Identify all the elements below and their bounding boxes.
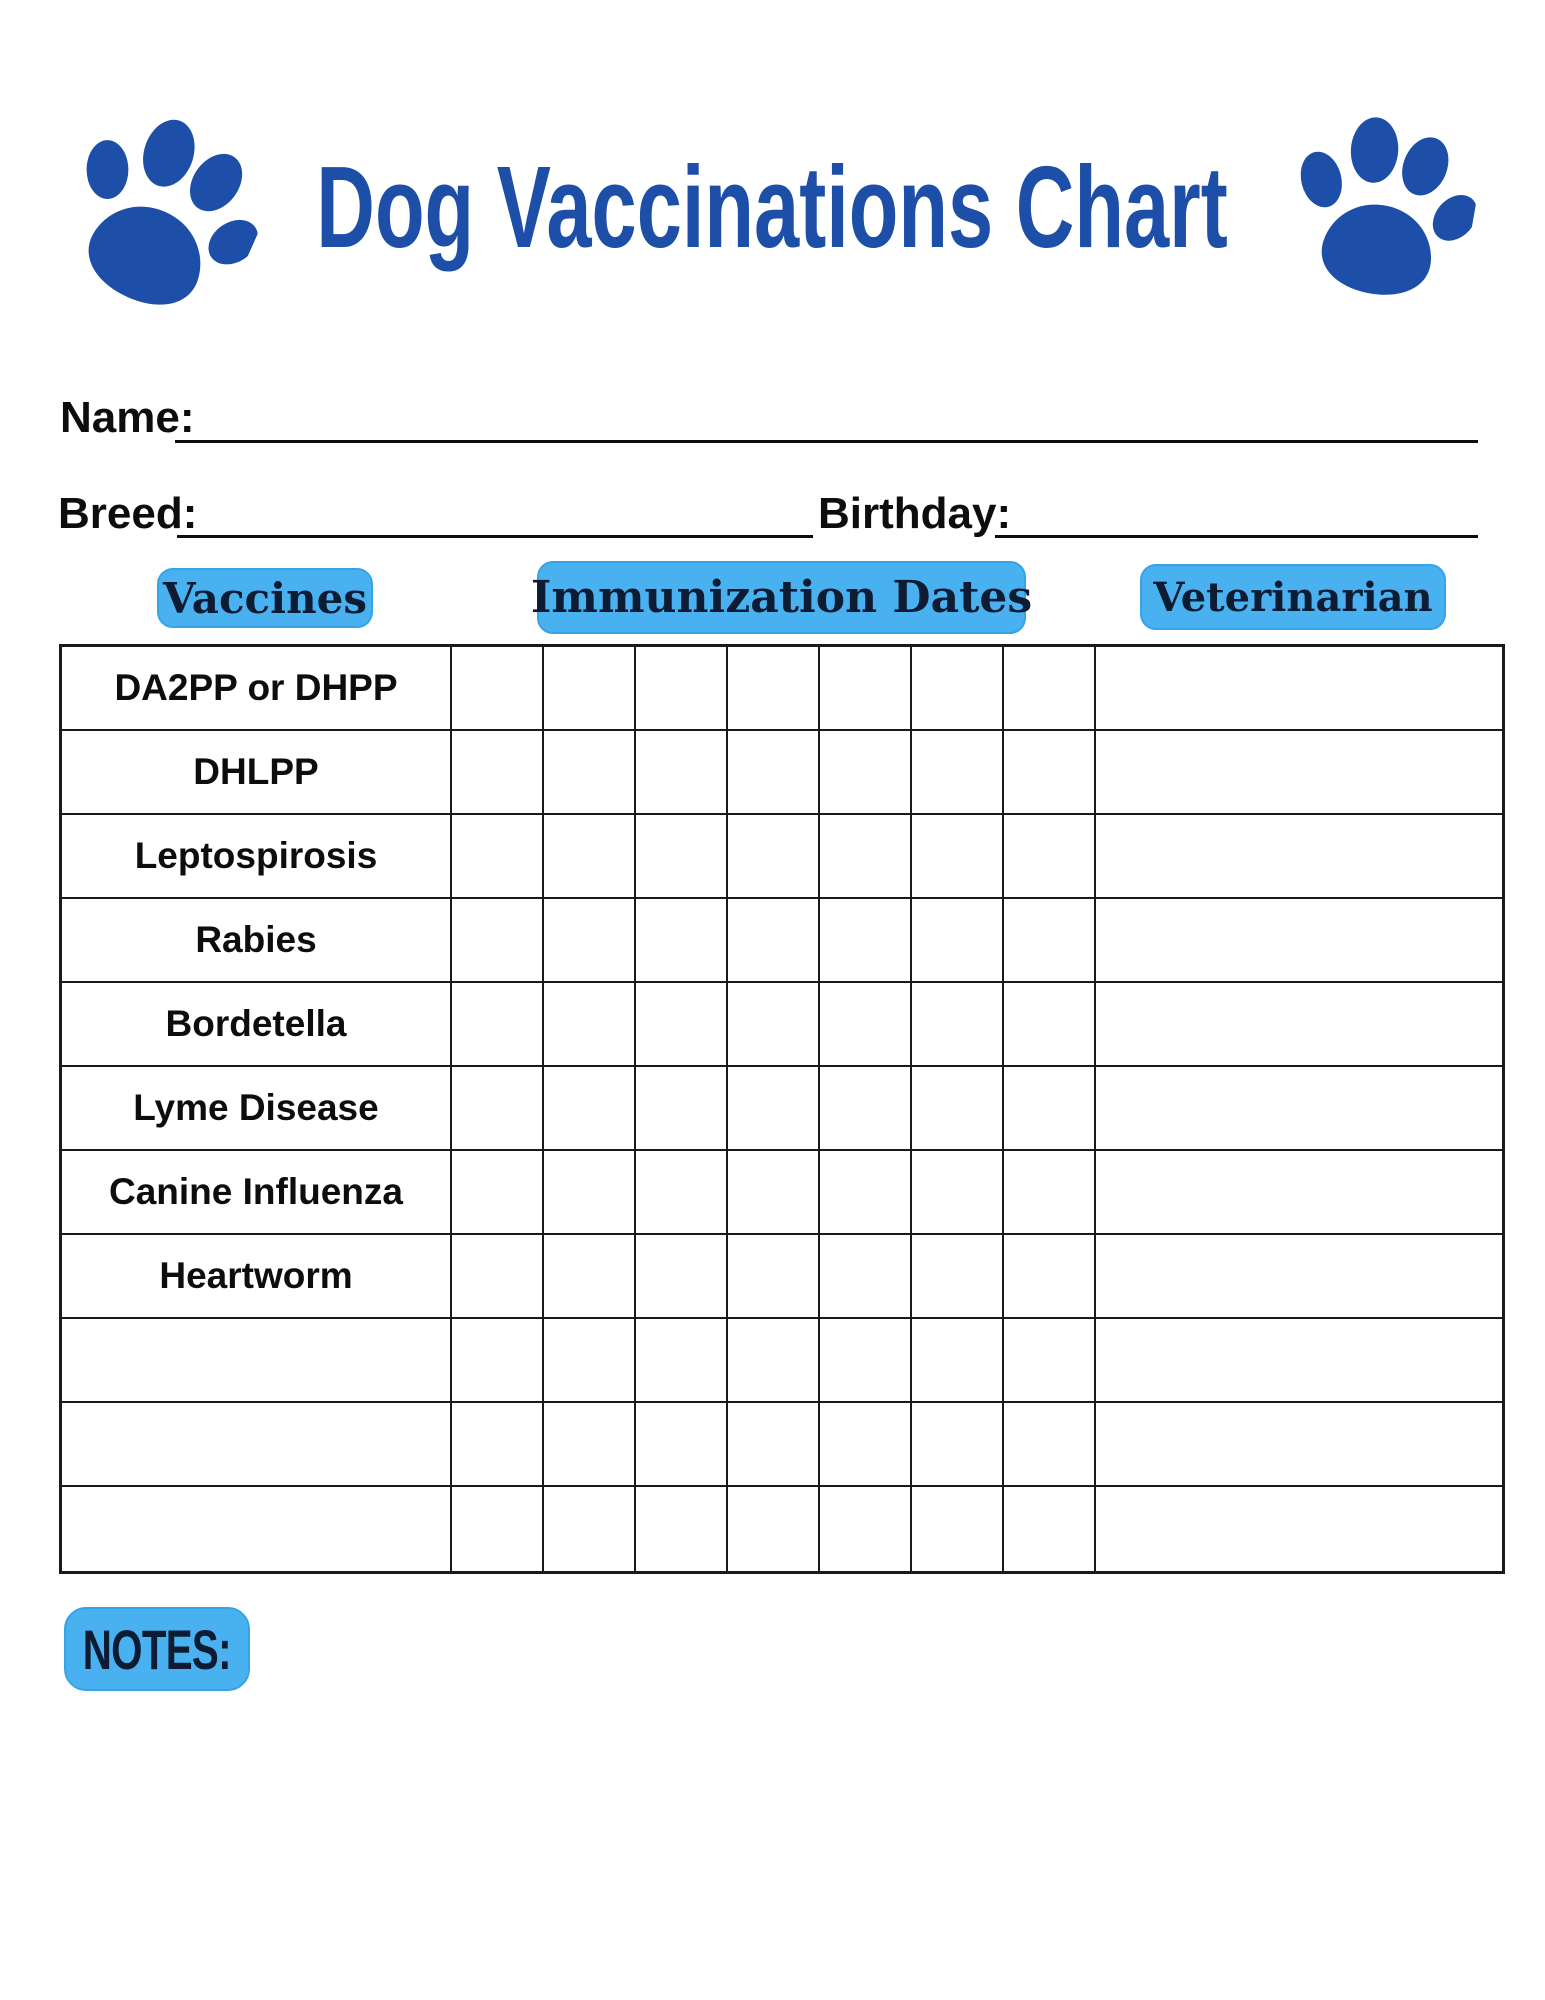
date-cell[interactable] (1004, 899, 1096, 983)
date-cell[interactable] (544, 1319, 636, 1403)
date-cell[interactable] (452, 983, 544, 1067)
date-cell[interactable] (636, 1403, 728, 1487)
vaccine-name-cell[interactable] (62, 1319, 452, 1403)
date-cell[interactable] (452, 815, 544, 899)
date-cell[interactable] (820, 1067, 912, 1151)
breed-field-label: Breed: (58, 489, 198, 538)
date-cell[interactable] (912, 731, 1004, 815)
date-cell[interactable] (636, 1319, 728, 1403)
date-cell[interactable] (544, 1403, 636, 1487)
date-cell[interactable] (912, 899, 1004, 983)
vaccine-name-cell[interactable] (62, 1487, 452, 1571)
date-cell[interactable] (912, 1487, 1004, 1571)
paw-print-icon (1277, 96, 1490, 319)
date-cell[interactable] (728, 1319, 820, 1403)
vaccine-name-cell[interactable] (62, 1403, 452, 1487)
date-cell[interactable] (636, 1151, 728, 1235)
birthday-field-label: Birthday: (818, 489, 1012, 538)
date-cell[interactable] (452, 1487, 544, 1571)
date-cell[interactable] (636, 647, 728, 731)
veterinarian-cell[interactable] (1096, 731, 1502, 815)
vaccine-name-cell: Leptospirosis (62, 815, 452, 899)
date-cell[interactable] (544, 1151, 636, 1235)
date-cell[interactable] (912, 1235, 1004, 1319)
date-cell[interactable] (820, 731, 912, 815)
notes-label: NOTES: (82, 1617, 232, 1681)
vaccine-name-cell: Canine Influenza (62, 1151, 452, 1235)
date-cell[interactable] (1004, 1487, 1096, 1571)
veterinarian-cell[interactable] (1096, 815, 1502, 899)
date-cell[interactable] (1004, 1235, 1096, 1319)
date-cell[interactable] (452, 731, 544, 815)
date-cell[interactable] (636, 1235, 728, 1319)
date-cell[interactable] (912, 1151, 1004, 1235)
date-cell[interactable] (912, 983, 1004, 1067)
vaccine-name-cell: DHLPP (62, 731, 452, 815)
date-cell[interactable] (452, 899, 544, 983)
page-title: Dog Vaccinations Chart (316, 142, 1229, 272)
date-cell[interactable] (544, 731, 636, 815)
date-cell[interactable] (820, 647, 912, 731)
date-cell[interactable] (820, 815, 912, 899)
date-cell[interactable] (544, 1235, 636, 1319)
vaccine-name-cell: DA2PP or DHPP (62, 647, 452, 731)
date-cell[interactable] (1004, 1403, 1096, 1487)
veterinarian-cell[interactable] (1096, 1235, 1502, 1319)
date-cell[interactable] (544, 815, 636, 899)
date-cell[interactable] (1004, 983, 1096, 1067)
date-cell[interactable] (912, 1403, 1004, 1487)
date-cell[interactable] (820, 1235, 912, 1319)
date-cell[interactable] (636, 1487, 728, 1571)
date-cell[interactable] (820, 1319, 912, 1403)
birthday-input-line[interactable] (995, 535, 1478, 538)
date-cell[interactable] (912, 815, 1004, 899)
date-cell[interactable] (636, 899, 728, 983)
veterinarian-cell[interactable] (1096, 1151, 1502, 1235)
date-cell[interactable] (820, 899, 912, 983)
date-cell[interactable] (820, 983, 912, 1067)
veterinarian-cell[interactable] (1096, 1319, 1502, 1403)
date-cell[interactable] (820, 1403, 912, 1487)
veterinarian-cell[interactable] (1096, 899, 1502, 983)
vaccine-name-cell: Bordetella (62, 983, 452, 1067)
date-cell[interactable] (1004, 1067, 1096, 1151)
date-cell[interactable] (1004, 731, 1096, 815)
date-cell[interactable] (544, 1067, 636, 1151)
date-cell[interactable] (1004, 647, 1096, 731)
veterinarian-column-header: Veterinarian (1140, 564, 1446, 630)
notes-badge (64, 1607, 250, 1691)
veterinarian-cell[interactable] (1096, 1487, 1502, 1571)
date-cell[interactable] (728, 1235, 820, 1319)
vaccination-table (59, 644, 1505, 1574)
veterinarian-cell[interactable] (1096, 983, 1502, 1067)
date-cell[interactable] (820, 1151, 912, 1235)
date-cell[interactable] (728, 647, 820, 731)
date-cell[interactable] (1004, 1151, 1096, 1235)
veterinarian-cell[interactable] (1096, 1403, 1502, 1487)
date-cell[interactable] (544, 983, 636, 1067)
date-cell[interactable] (544, 1487, 636, 1571)
date-cell[interactable] (912, 1067, 1004, 1151)
name-input-line[interactable] (175, 440, 1478, 443)
date-cell[interactable] (636, 815, 728, 899)
date-cell[interactable] (728, 1151, 820, 1235)
date-cell[interactable] (452, 1319, 544, 1403)
date-cell[interactable] (636, 1067, 728, 1151)
veterinarian-cell[interactable] (1096, 647, 1502, 731)
vaccine-name-cell: Lyme Disease (62, 1067, 452, 1151)
date-cell[interactable] (544, 647, 636, 731)
date-cell[interactable] (912, 647, 1004, 731)
date-cell[interactable] (544, 899, 636, 983)
date-cell[interactable] (1004, 815, 1096, 899)
vaccines-column-header: Vaccines (157, 568, 373, 628)
date-cell[interactable] (728, 1067, 820, 1151)
date-cell[interactable] (452, 1067, 544, 1151)
date-cell[interactable] (912, 1319, 1004, 1403)
date-cell[interactable] (728, 983, 820, 1067)
date-cell[interactable] (452, 1151, 544, 1235)
date-cell[interactable] (452, 647, 544, 731)
immunization-dates-column-header: Immunization Dates (537, 561, 1026, 634)
name-field-label: Name: (60, 393, 195, 442)
date-cell[interactable] (728, 899, 820, 983)
vaccine-name-cell: Heartworm (62, 1235, 452, 1319)
date-cell[interactable] (728, 1403, 820, 1487)
date-cell[interactable] (452, 1403, 544, 1487)
date-cell[interactable] (636, 983, 728, 1067)
vaccine-name-cell: Rabies (62, 899, 452, 983)
date-cell[interactable] (636, 731, 728, 815)
veterinarian-cell[interactable] (1096, 1067, 1502, 1151)
date-cell[interactable] (728, 815, 820, 899)
date-cell[interactable] (1004, 1319, 1096, 1403)
date-cell[interactable] (728, 1487, 820, 1571)
date-cell[interactable] (452, 1235, 544, 1319)
breed-input-line[interactable] (177, 535, 813, 538)
date-cell[interactable] (820, 1487, 912, 1571)
date-cell[interactable] (728, 731, 820, 815)
